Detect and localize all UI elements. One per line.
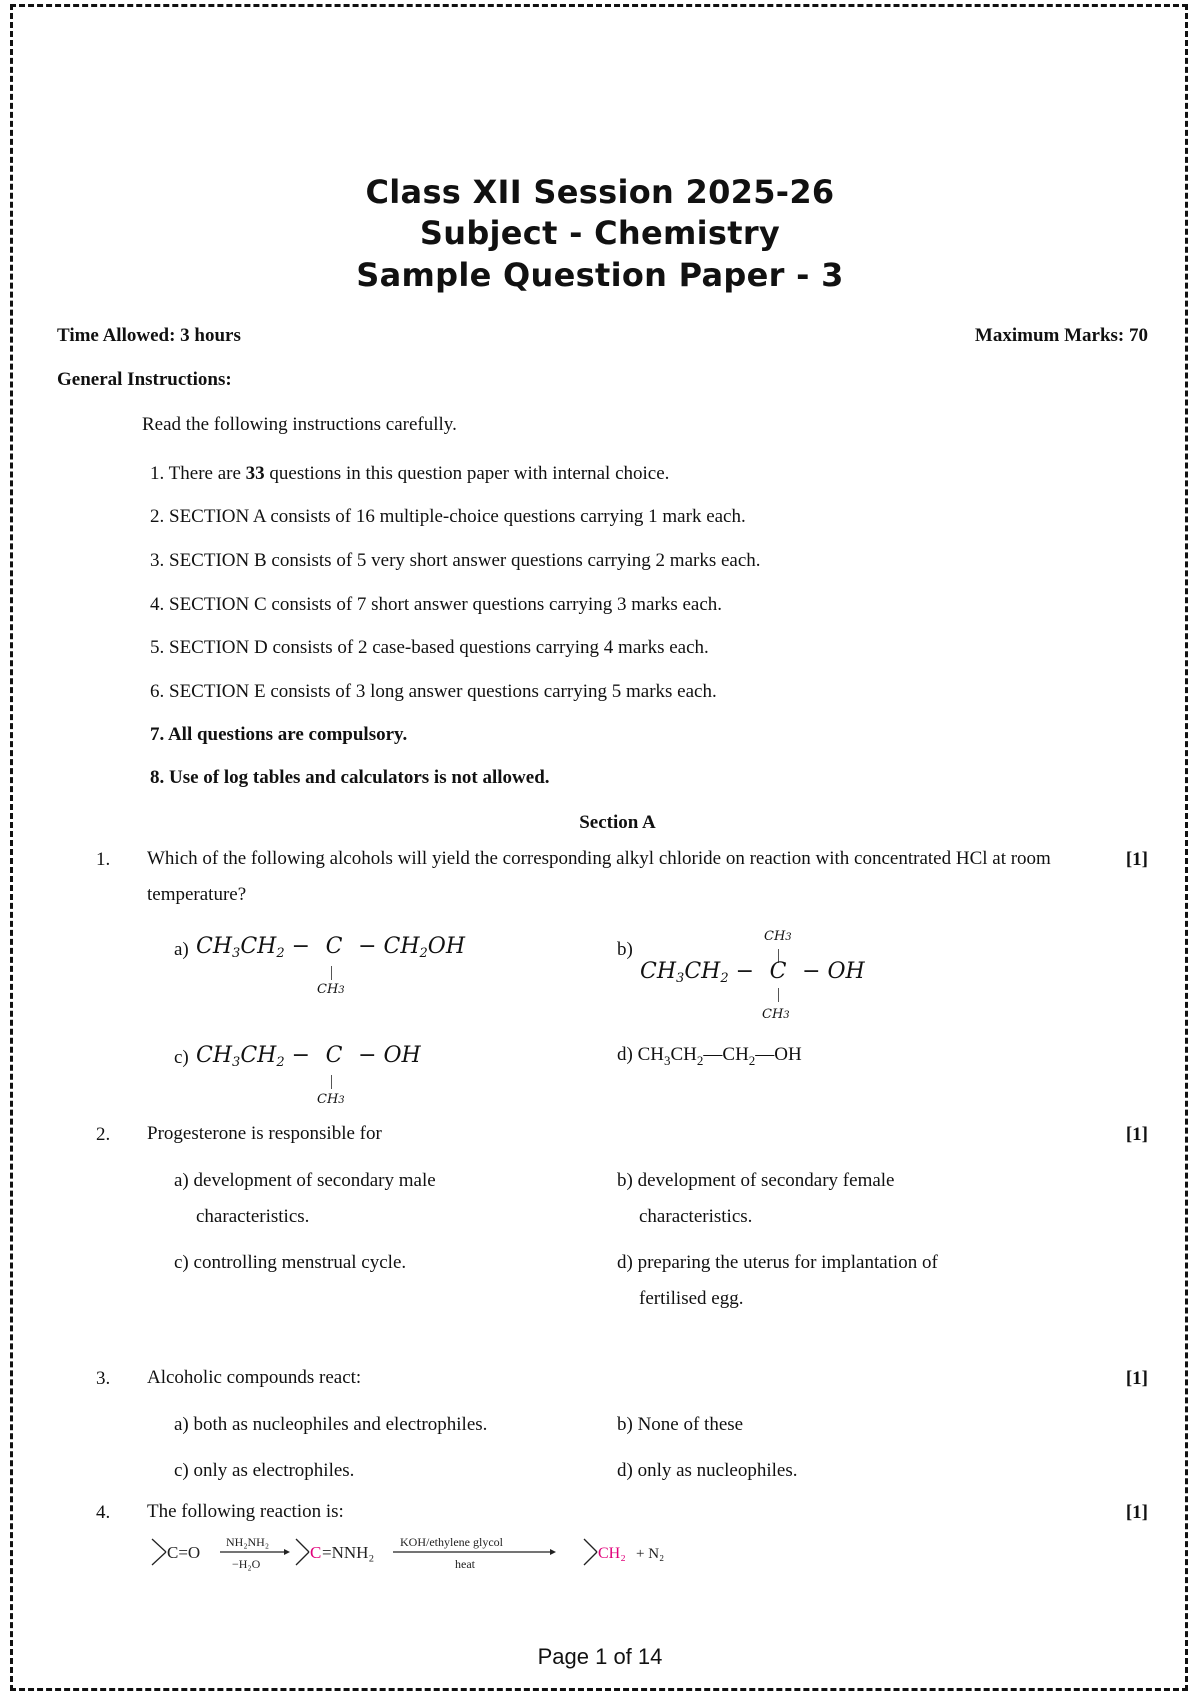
bond-line <box>296 1552 309 1565</box>
formula-part: CH <box>684 959 721 984</box>
paper-class-title: Class XII Session 2025-26 <box>365 173 835 211</box>
central-carbon: C <box>325 1043 343 1068</box>
subscript: 3 <box>785 932 792 943</box>
q2-option-a <box>174 1163 436 1235</box>
ketone-group: C=O <box>167 1543 201 1562</box>
q1-option-b-methyl-bottom <box>762 1007 790 1022</box>
paper-name-title: Sample Question Paper - 3 <box>356 256 844 294</box>
question-3-marks: [1] <box>1125 1368 1148 1389</box>
question-2-number: 2. <box>96 1124 111 1145</box>
instruction-number: 8. <box>150 767 165 788</box>
subscript: 2 <box>276 1055 285 1070</box>
bond-line <box>584 1552 597 1565</box>
q1-option-c-methyl <box>317 1092 345 1107</box>
central-carbon: C <box>769 959 787 984</box>
subscript: 3 <box>676 971 685 986</box>
instruction-text: SECTION E consists of 3 long answer questions carrying 5 marks each. <box>169 681 717 702</box>
paper-subject-title: Subject - Chemistry <box>419 214 781 252</box>
instruction-number: 5. <box>150 637 165 658</box>
q2-option-b <box>617 1163 895 1235</box>
instruction-text: All questions are compulsory. <box>167 724 408 745</box>
question-1-marks: [1] <box>1125 849 1148 870</box>
formula-part: CH <box>670 1044 697 1065</box>
instruction-text: questions in this question paper with internal choice. <box>264 463 670 484</box>
subscript: 3 <box>232 1055 241 1070</box>
formula-part: CH <box>317 982 339 997</box>
subscript: 2 <box>720 971 729 986</box>
bond-line <box>296 1539 309 1552</box>
formula-part: —OH <box>755 1044 802 1065</box>
hydrazone-group: =NNH₂ <box>322 1543 375 1562</box>
q1-option-b-formula: $CH_3CH_2 - C$ − OH <box>640 959 865 986</box>
hydrazone-carbon: C <box>310 1543 322 1562</box>
formula-part: − OH <box>358 1043 421 1068</box>
question-3-text: Alcoholic compounds react: <box>147 1367 362 1388</box>
bond-line <box>331 966 332 980</box>
subscript: 3 <box>663 1052 671 1068</box>
formula-part: CH <box>240 1043 277 1068</box>
q4-reaction-scheme <box>150 1535 710 1585</box>
instruction-2 <box>150 506 746 528</box>
question-4-text: The following reaction is: <box>147 1501 344 1522</box>
general-instructions-label: General Instructions: <box>57 369 232 390</box>
bond-line <box>778 988 779 1002</box>
instruction-8 <box>150 767 550 789</box>
subscript: 2 <box>419 946 428 961</box>
instruction-5 <box>150 637 709 659</box>
instruction-6 <box>150 681 717 703</box>
question-1-number: 1. <box>96 849 111 870</box>
option-line: d) preparing the uterus for implantation of <box>617 1252 938 1273</box>
question-2-text: Progesterone is responsible for <box>147 1123 382 1144</box>
question-count: 33 <box>245 463 265 484</box>
page-number: Page 1 of 14 <box>537 1644 663 1669</box>
instruction-number: 1. <box>150 463 165 484</box>
arrow-head <box>550 1549 556 1555</box>
option-line: characteristics. <box>196 1206 310 1227</box>
subscript: 2 <box>748 1052 756 1068</box>
arrow2-reagent: KOH/ethylene glycol <box>400 1535 503 1549</box>
q1-option-a-formula: $CH_3CH_2 - C - CH_2OH$ <box>196 934 466 961</box>
section-a-heading: Section A <box>579 812 656 833</box>
question-3-number: 3. <box>96 1368 111 1389</box>
time-allowed: Time Allowed: 3 hours <box>57 325 241 346</box>
nitrogen-product: + N₂ <box>636 1546 665 1562</box>
q2-option-c: c) controlling menstrual cycle. <box>174 1252 407 1273</box>
arrow1-condition: −H₂O <box>232 1557 261 1571</box>
instruction-text: SECTION D consists of 2 case-based questions carrying 4 marks each. <box>169 637 709 658</box>
instruction-number: 4. <box>150 594 165 615</box>
instruction-number: 2. <box>150 506 165 527</box>
q3-option-c: c) only as electrophiles. <box>174 1460 355 1481</box>
q1-option-a-label: a) <box>174 939 189 960</box>
subscript: 2 <box>276 946 285 961</box>
arrow2-condition: heat <box>455 1557 475 1571</box>
option-line: fertilised egg. <box>639 1288 744 1309</box>
instruction-text: SECTION C consists of 7 short answer questions carrying 3 marks each. <box>169 594 723 615</box>
option-label: d) <box>617 1044 633 1065</box>
instruction-number: 7. <box>150 724 165 745</box>
formula-part: CH <box>317 1092 339 1107</box>
subscript: 3 <box>232 946 241 961</box>
instruction-3 <box>150 550 761 572</box>
bond-line <box>152 1539 166 1552</box>
option-line: a) development of secondary male <box>174 1170 436 1191</box>
instruction-number: 6. <box>150 681 165 702</box>
central-carbon: C <box>325 934 343 959</box>
maximum-marks: Maximum Marks: 70 <box>974 325 1148 346</box>
formula-part: CH <box>196 1043 233 1068</box>
q1-option-c-label: c) <box>174 1047 189 1068</box>
subscript: 3 <box>783 1010 790 1021</box>
instruction-text: SECTION A consists of 16 multiple-choice questions carrying 1 mark each. <box>169 506 746 527</box>
formula-part: CH <box>764 929 786 944</box>
read-instructions-line: Read the following instructions carefully. <box>142 414 457 435</box>
formula-part: CH <box>240 934 277 959</box>
instruction-text: SECTION B consists of 5 very short answer questions carrying 2 marks each. <box>169 550 761 571</box>
formula-part: —CH <box>703 1044 749 1065</box>
q1-option-a-methyl <box>317 982 345 997</box>
option-line: b) development of secondary female <box>617 1170 895 1191</box>
q1-option-b-label: b) <box>617 939 633 960</box>
question-4-marks: [1] <box>1125 1502 1148 1523</box>
q3-option-a: a) both as nucleophiles and electrophiles. <box>174 1414 488 1435</box>
q2-option-d <box>617 1245 938 1317</box>
option-line: characteristics. <box>639 1206 753 1227</box>
q1-option-d <box>617 1037 802 1079</box>
subscript: 3 <box>338 1095 345 1106</box>
subscript: 2 <box>696 1052 704 1068</box>
formula-part: CH <box>762 1007 784 1022</box>
subscript: 3 <box>338 985 345 996</box>
formula-part: − OH <box>802 959 865 984</box>
arrow1-reagent: NH₂NH₂ <box>226 1535 270 1549</box>
q1-option-b-methyl-top <box>764 929 792 944</box>
instruction-number: 3. <box>150 550 165 571</box>
q3-option-b: b) None of these <box>617 1414 744 1435</box>
formula-part: OH <box>427 934 466 959</box>
question-4-number: 4. <box>96 1502 111 1523</box>
bond-line <box>331 1075 332 1089</box>
q3-option-d: d) only as nucleophiles. <box>617 1460 798 1481</box>
instruction-7 <box>150 724 407 746</box>
question-1-text: Which of the following alcohols will yield the corresponding alkyl chloride on reaction with concentrated HCl at room temperature? <box>147 848 1051 905</box>
bond-line <box>584 1539 597 1552</box>
instruction-1 <box>150 463 669 485</box>
arrow-head <box>284 1549 290 1555</box>
instruction-4 <box>150 594 722 616</box>
formula-part: CH <box>196 934 233 959</box>
instruction-text: There are <box>168 463 246 484</box>
question-2-marks: [1] <box>1125 1124 1148 1145</box>
methylene-product: CH₂ <box>598 1545 626 1562</box>
formula-part: − CH <box>358 934 420 959</box>
q1-option-c-formula: $CH_3CH_2 - C$ − OH <box>196 1043 421 1070</box>
formula-part: CH <box>640 959 677 984</box>
formula-part: CH <box>637 1044 664 1065</box>
instruction-text: Use of log tables and calculators is not allowed. <box>169 767 550 788</box>
bond-line <box>152 1552 166 1565</box>
